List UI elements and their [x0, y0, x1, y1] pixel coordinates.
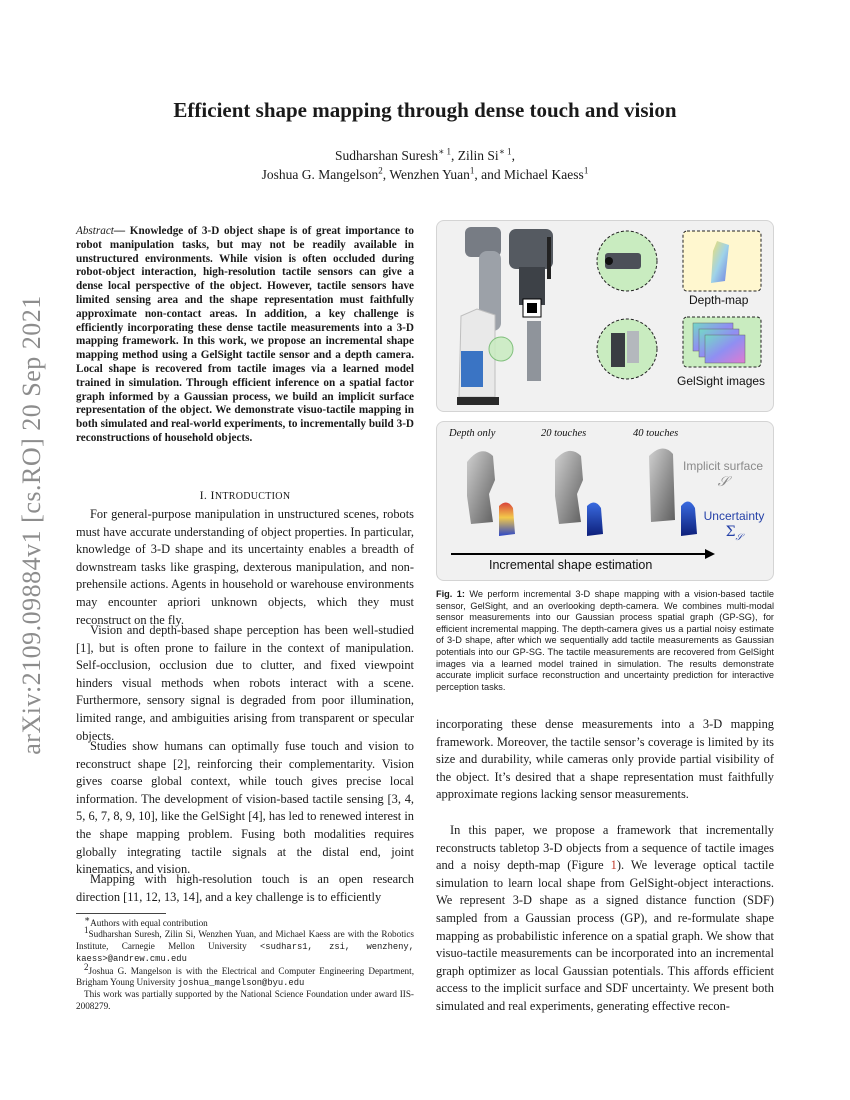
uncertainty-depth-only: [499, 502, 515, 536]
uncertainty-label: Uncertainty: [703, 509, 765, 523]
footnote: [76, 989, 414, 1012]
stage-label: Depth only: [449, 428, 496, 439]
gelsight-sensor: [611, 333, 625, 367]
paragraph-text: ). We leverage optical tactile simulation to learn local shape from GelSight-object interactions. We represent 3-D shape as a signed distance function (SDF) sampled from a Gaussian process (GP), and re-formulate shape mapping as probabilistic inference on a spatial graph. We show that visuo-tactile measurements can be incorporated into an incremental graph optimizer as local Gaussian potentials. This affords efficient access to the implicit surface and SDF uncertainty. We present both simulated and real experiments, generating effective recon-: [436, 858, 774, 1013]
footnotes: [76, 913, 414, 1012]
footnote-mark: ∗: [84, 913, 91, 924]
bottle-label: [461, 351, 483, 387]
implicit-surface-symbol: 𝒮: [717, 474, 729, 490]
arxiv-stamp: [12, 290, 52, 760]
gelsight-images-label: GelSight images: [677, 374, 766, 388]
arrow-label: Incremental shape estimation: [489, 558, 653, 572]
author-affiliation: 2: [378, 165, 383, 176]
implicit-surface-20-touches: [555, 451, 583, 524]
shape-estimation-illustration: [437, 422, 773, 580]
author-affiliation: ∗ 1: [438, 146, 452, 157]
footnote-mark: 1: [84, 925, 89, 936]
author-name: Michael Kaess: [503, 167, 584, 182]
camera-cable: [547, 237, 551, 279]
footnote-text: Sudharshan Suresh, Zilin Si, Wenzhen Yuan, and Michael Kaess are with the Robotics Institute, Carnegie Mellon University: [76, 929, 414, 951]
section-title-initial: I: [210, 488, 215, 502]
progress-arrow-head: [705, 549, 715, 559]
author-name: Wenzhen Yuan: [389, 167, 470, 182]
section-heading-introduction: [76, 488, 414, 503]
abstract-dash: —: [113, 225, 130, 237]
implicit-surface-40-touches: [649, 448, 675, 522]
author-list: [0, 146, 850, 184]
author-affiliation: 1: [583, 165, 589, 176]
paragraph: [436, 822, 774, 1016]
uncertainty-subscript: 𝒮: [735, 532, 743, 543]
depth-map-label: Depth-map: [689, 293, 749, 307]
implicit-surface-legend: [677, 458, 769, 490]
footnote: [76, 913, 414, 929]
footnote-text: Joshua G. Mangelson is with the Electrical and Computer Engineering Department, Brigham Young University: [76, 965, 414, 988]
implicit-surface-label: Implicit surface: [682, 459, 764, 473]
arxiv-stamp-text: arXiv:2109.09884v1 [cs.RO] 20 Sep 2021: [17, 295, 46, 755]
figure-bottom-panel: [436, 421, 774, 581]
robot-wrist: [509, 229, 553, 269]
uncertainty-20-touches: [587, 502, 603, 536]
paragraph: Studies show humans can optimally fuse touch and vision to reconstruct shape [2], reinforcing their complementarity. Vision gives coarse global context, while touch gives precise local information. The development of vision-based tactile sensing [3, 4, 5, 6, 7, 8, 9, 10], like the GelSight [4], has led to renewed interest in the shape mapping problem. Fusing both modalities requires globally integrating tactile signals at the distal end, joint kinematics, and vision.: [76, 739, 414, 877]
uncertainty-legend: [699, 508, 769, 546]
caption-text: We perform incremental 3-D shape mapping with a vision-based tactile sensor, GelSight, and an overlooking depth-camera. We combines multi-modal sensor measurements into our Gaussian process spatial graph (GP-SG), for efficient incremental mapping. The depth-camera gives us a partial noisy estimate of 3-D shape, after which we sequentially add tactile measurements as Gaussian potentials into our GP-SG. The tactile measurements are recovered from GelSight images via a learned model trained in simulation. The results demonstrate accurate implicit surface reconstruction and uncertainty prediction for interactive perception tasks.: [436, 589, 774, 692]
abstract-text: Knowledge of 3-D object shape is of great importance to robot manipulation tasks, but may not be readily available in unstructured environments. While vision is often occluded during robot-object interaction, high-resolution tactile sensors can give a dense local perspective of the object. However, tactile sensors have limited sensing area and the shape representation must faithfully approximate non-contact areas. In addition, a key challenge is efficiently incorporating these dense tactile measurements into a 3-D mapping framework. In this work, we propose an incremental shape mapping method using a GelSight tactile sensor and a depth camera. Local shape is recovered from tactile images via a learned model trained in simulation. Through efficient inference on a spatial factor graph informed by a Gaussian process, we build an implicit surface representation of the object. We demonstrate visuo-tactile mapping in both simulated and real-world experiments, to incrementally build 3-D reconstructions of household objects.: [76, 225, 415, 444]
author-line-2: Joshua G. Mangelson$^2$, Wenzhen Yuan$^1$, and Michael Kaess$^1$: [261, 165, 589, 182]
uncertainty-symbol: Σ: [725, 524, 736, 540]
footnote: [76, 925, 414, 965]
object-base: [457, 397, 499, 405]
footnote: [76, 961, 414, 990]
footnote-email: <sudhars1, zsi, wenzheny, kaess>@andrew.cmu.edu: [76, 941, 414, 965]
camera-lens: [605, 257, 613, 265]
paper-title: Efficient shape mapping through dense touch and vision: [173, 98, 677, 122]
paragraph: Mapping with high-resolution touch is an open research direction [11, 12, 13, 14], and a key challenge is to efficiently: [76, 872, 414, 904]
gelsight-image-3: [705, 335, 745, 363]
paragraph-text: In this paper, we propose a framework that incrementally reconstructs tabletop 3-D objects from a sequence of tactile images and a noisy depth-map (Figure: [436, 823, 774, 873]
footnote-text: This work was partially supported by the National Science Foundation under award IIS-2008279.: [76, 989, 414, 1011]
figure-top-panel: [436, 220, 774, 412]
author-affiliation: 1: [469, 165, 475, 176]
author-line-1: Sudharshan Suresh$^{∗ 1}$, Zilin $Si^{∗ 1}$,: [335, 146, 515, 163]
author-name: Zilin Si: [457, 148, 499, 163]
figure-reference-link[interactable]: 1: [610, 858, 617, 873]
april-tag-pattern: [527, 303, 537, 313]
footnote-text: Authors with equal contribution: [90, 918, 208, 928]
footnote-email: joshua_mangelson@byu.edu: [177, 978, 305, 989]
author-name: Joshua G. Mangelson: [261, 167, 379, 182]
caption-label: Fig. 1:: [436, 589, 465, 599]
robot-base: [527, 321, 541, 381]
stage-label: 40 touches: [633, 428, 679, 439]
implicit-surface-depth-only: [467, 451, 495, 524]
author-affiliation: ∗ 1: [498, 146, 512, 157]
author-name: Sudharshan Suresh: [335, 148, 439, 163]
section-title-rest: NTRODUCTION: [214, 491, 291, 502]
paragraph: incorporating these dense measurements into a 3-D mapping framework. Moreover, the tactile sensor’s coverage is limited by its size and durability, while cameras only provide partial visibility of the object. It’s desired that a shape representation must faithfully approximate regions lacking sensor measurements.: [436, 717, 774, 802]
gelsight-pad: [627, 331, 639, 363]
uncertainty-symbol-wrap: [699, 524, 769, 546]
abstract-label: Abstract: [76, 225, 114, 237]
abstract: [76, 225, 414, 446]
footnote-mark: 2: [84, 961, 89, 972]
figure-caption: [436, 589, 774, 693]
section-numeral: I.: [199, 488, 211, 502]
uncertainty-40-touches: [681, 501, 697, 536]
stage-label: 20 touches: [541, 428, 587, 439]
contact-highlight: [489, 337, 513, 361]
paragraph: Vision and depth-based shape perception has been well-studied [1], but is often prone to failure in the context of manipulation. Self-occlusion, occlusion due to clutter, and fixed viewpoint hinders visual methods when robots interact with a scene. Furthermore, sensory signal is degraded from poor illumination, limited range, and ambiguities arising from transparent or specular objects.: [76, 623, 414, 743]
paragraph: For general-purpose manipulation in unstructured scenes, robots must have accurate understanding of object properties. In particular, knowledge of 3-D shape and its uncertainty enables a breadth of downstream tasks like grasping, dexterous manipulation, and non-prehensile actions. Agents in household or warehouse environments may encounter apriori unknown objects, which they must reconstruct on the fly.: [76, 507, 414, 627]
